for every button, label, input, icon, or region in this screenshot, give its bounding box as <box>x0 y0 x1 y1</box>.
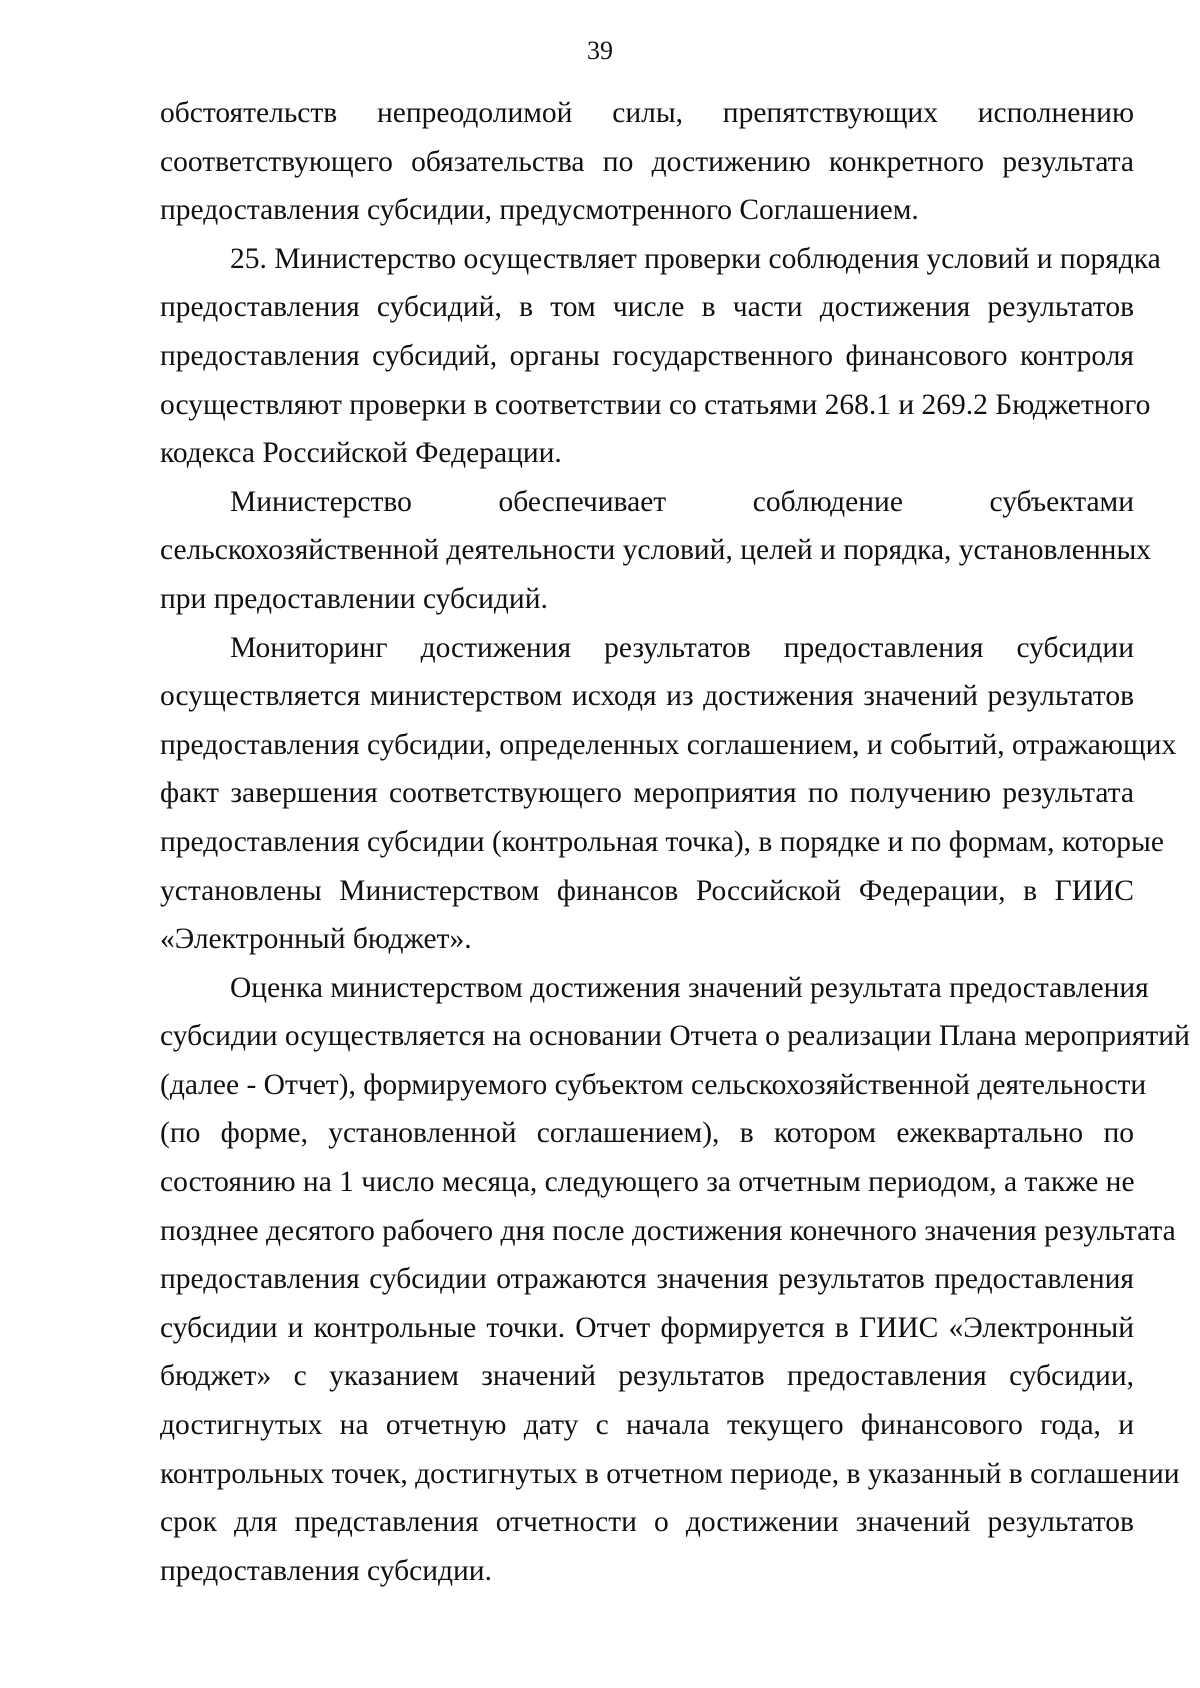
text-line: бюджет» с указанием значений результатов предоставления субсидии, <box>160 1360 1134 1393</box>
text-line: соответствующего обязательства по достижению конкретного результата <box>160 145 1134 178</box>
text-line: предоставления субсидии. <box>160 1554 492 1587</box>
text-line: установлены Министерством финансов Российской Федерации, в ГИИС <box>160 874 1134 907</box>
text-line: позднее десятого рабочего дня после достижения конечного значения результата <box>160 1214 1176 1247</box>
text-line: срок для представления отчетности о достижении значений результатов <box>160 1506 1134 1539</box>
document-body <box>160 89 1190 1595</box>
text-line: предоставления субсидий, органы государственного финансового контроля <box>160 339 1134 372</box>
text-line: при предоставлении субсидий. <box>160 582 548 615</box>
paragraph <box>160 89 1134 235</box>
text-line: предоставления субсидий, в том числе в части достижения результатов <box>160 291 1134 324</box>
text-line: достигнутых на отчетную дату с начала текущего финансового года, и <box>160 1409 1134 1442</box>
text-line: состоянию на 1 число месяца, следующего за отчетным периодом, а также не <box>160 1166 1135 1199</box>
text-line: сельскохозяйственной деятельности условий, целей и порядка, установленных <box>160 534 1152 567</box>
text-line: предоставления субсидии, определенных соглашением, и событий, отражающих <box>160 728 1177 761</box>
paragraph <box>160 964 1190 1596</box>
text-line: предоставления субсидии, предусмотренного Соглашением. <box>160 194 919 227</box>
text-line: (по форме, установленной соглашением), в котором ежеквартально по <box>160 1117 1134 1150</box>
text-line: кодекса Российской Федерации. <box>160 437 562 470</box>
text-line: обстоятельств непреодолимой силы, препятствующих исполнению <box>160 97 1134 129</box>
text-line: «Электронный бюджет». <box>160 923 472 956</box>
text-line: Оценка министерством достижения значений результата предоставления <box>230 971 1149 1004</box>
text-line: Министерство обеспечивает соблюдение субъектами <box>230 485 1134 518</box>
text-line: предоставления субсидии (контрольная точка), в порядке и по формам, которые <box>160 825 1164 858</box>
text-line: факт завершения соответствующего мероприятия по получению результата <box>160 777 1134 810</box>
text-line: осуществляется министерством исходя из достижения значений результатов <box>160 680 1134 713</box>
paragraph <box>160 478 1152 624</box>
text-line: предоставления субсидии отражаются значения результатов предоставления <box>160 1263 1134 1296</box>
text-line: контрольных точек, достигнутых в отчетном периоде, в указанный в соглашении <box>160 1457 1180 1490</box>
text-line: осуществляют проверки в соответствии со статьями 268.1 и 269.2 Бюджетного <box>160 388 1151 421</box>
text-line: Мониторинг достижения результатов предоставления субсидии <box>230 631 1134 664</box>
text-line: 25. Министерство осуществляет проверки соблюдения условий и порядка <box>230 242 1161 275</box>
paragraph <box>160 235 1161 478</box>
text-line: субсидии и контрольные точки. Отчет формируется в ГИИС «Электронный <box>160 1311 1134 1344</box>
page-number: 39 <box>587 36 613 65</box>
text-line: (далее - Отчет), формируемого субъектом сельскохозяйственной деятельности <box>160 1068 1147 1101</box>
paragraph <box>160 624 1177 964</box>
text-line: субсидии осуществляется на основании Отчета о реализации Плана мероприятий <box>160 1020 1190 1053</box>
